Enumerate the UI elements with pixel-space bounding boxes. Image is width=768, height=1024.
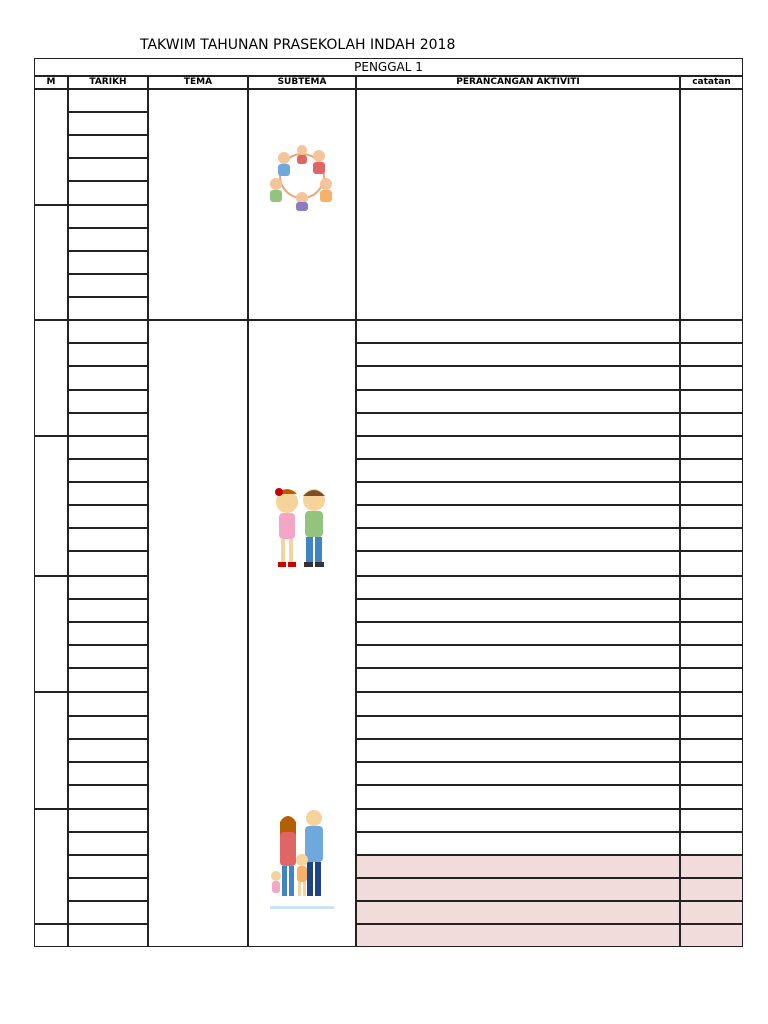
note-cell xyxy=(680,343,743,366)
date-label xyxy=(69,622,147,633)
note-cell xyxy=(680,89,743,320)
note-cell xyxy=(680,528,743,551)
children-circle-image xyxy=(264,140,340,212)
activity-cell xyxy=(356,785,680,809)
activity-cell xyxy=(356,576,680,599)
activity-cell xyxy=(356,366,680,390)
activity-cell xyxy=(356,343,680,366)
note-cell xyxy=(680,320,743,343)
date-label xyxy=(69,528,147,539)
date-label xyxy=(69,576,147,587)
note-cell xyxy=(680,878,743,901)
note-cell xyxy=(680,599,743,622)
activity-cell xyxy=(356,878,680,901)
week-cell xyxy=(34,692,68,809)
note-cell xyxy=(680,785,743,809)
week-cell xyxy=(34,809,68,924)
week-cell xyxy=(34,320,68,436)
note-cell xyxy=(680,413,743,436)
activity-cell xyxy=(356,668,680,692)
activity-cell xyxy=(356,832,680,855)
activity-cell xyxy=(356,924,680,947)
date-label xyxy=(69,459,147,470)
date-label xyxy=(69,924,147,935)
column-header-label: TARIKH xyxy=(89,77,127,87)
activity-cell xyxy=(356,505,680,528)
activity-cell xyxy=(356,482,680,505)
date-label xyxy=(69,645,147,656)
week-cell xyxy=(34,436,68,576)
note-cell xyxy=(680,505,743,528)
date-label xyxy=(69,599,147,610)
note-cell xyxy=(680,739,743,762)
note-cell xyxy=(680,924,743,947)
note-cell xyxy=(680,668,743,692)
date-label xyxy=(69,251,147,262)
date-label xyxy=(69,413,147,424)
activity-cell xyxy=(356,645,680,668)
note-cell xyxy=(680,459,743,482)
activity-cell xyxy=(356,390,680,413)
column-header-label: PERANCANGAN AKTIVITI xyxy=(456,77,580,87)
note-cell xyxy=(680,436,743,459)
date-label xyxy=(69,366,147,377)
note-cell xyxy=(680,855,743,878)
date-label xyxy=(69,320,147,331)
note-cell xyxy=(680,901,743,924)
date-label xyxy=(69,692,147,703)
date-label xyxy=(69,158,147,169)
note-cell xyxy=(680,692,743,716)
column-header-label: TEMA xyxy=(183,77,213,87)
column-header-label: catatan xyxy=(692,77,731,87)
column-header-label: M xyxy=(46,77,56,87)
date-label xyxy=(69,181,147,192)
date-label xyxy=(69,228,147,239)
note-cell xyxy=(680,622,743,645)
activity-cell xyxy=(356,809,680,832)
date-label xyxy=(69,297,147,308)
activity-cell xyxy=(356,692,680,716)
date-label xyxy=(69,89,147,100)
note-cell xyxy=(680,716,743,739)
column-header-label: SUBTEMA xyxy=(277,77,327,87)
activity-cell xyxy=(356,716,680,739)
note-cell xyxy=(680,832,743,855)
week-cell xyxy=(34,205,68,320)
week-cell xyxy=(34,576,68,692)
date-label xyxy=(69,762,147,773)
date-label xyxy=(69,112,147,123)
boy-girl-image xyxy=(270,484,332,576)
activity-cell xyxy=(356,320,680,343)
date-label xyxy=(69,505,147,516)
note-cell xyxy=(680,390,743,413)
activity-cell xyxy=(356,599,680,622)
note-cell xyxy=(680,482,743,505)
date-label xyxy=(69,809,147,820)
tema-cell xyxy=(148,89,248,320)
activity-cell xyxy=(356,436,680,459)
date-label xyxy=(69,878,147,889)
date-label xyxy=(69,482,147,493)
activity-cell xyxy=(356,459,680,482)
date-label xyxy=(69,739,147,750)
activity-cell xyxy=(356,762,680,785)
date-label xyxy=(69,205,147,216)
family-image xyxy=(270,810,334,914)
date-label xyxy=(69,551,147,562)
date-label xyxy=(69,832,147,843)
note-cell xyxy=(680,645,743,668)
activity-cell xyxy=(356,855,680,878)
page-title: TAKWIM TAHUNAN PRASEKOLAH INDAH 2018 xyxy=(140,37,456,53)
activity-cell xyxy=(356,528,680,551)
date-label xyxy=(69,274,147,285)
note-cell xyxy=(680,366,743,390)
date-label xyxy=(69,785,147,796)
date-label xyxy=(69,343,147,354)
week-cell xyxy=(34,924,68,947)
date-label xyxy=(69,436,147,447)
date-label xyxy=(69,668,147,679)
note-cell xyxy=(680,551,743,576)
date-label xyxy=(69,716,147,727)
activity-cell xyxy=(356,739,680,762)
note-cell xyxy=(680,576,743,599)
activity-cell xyxy=(356,901,680,924)
activity-cell xyxy=(356,551,680,576)
date-label xyxy=(69,901,147,912)
date-label xyxy=(69,855,147,866)
week-cell xyxy=(34,89,68,205)
note-cell xyxy=(680,762,743,785)
activity-cell xyxy=(356,622,680,645)
activity-cell xyxy=(356,89,680,320)
date-label xyxy=(69,390,147,401)
date-label xyxy=(69,135,147,146)
tema-cell xyxy=(148,320,248,947)
term-label: PENGGAL 1 xyxy=(354,60,423,74)
activity-cell xyxy=(356,413,680,436)
note-cell xyxy=(680,809,743,832)
